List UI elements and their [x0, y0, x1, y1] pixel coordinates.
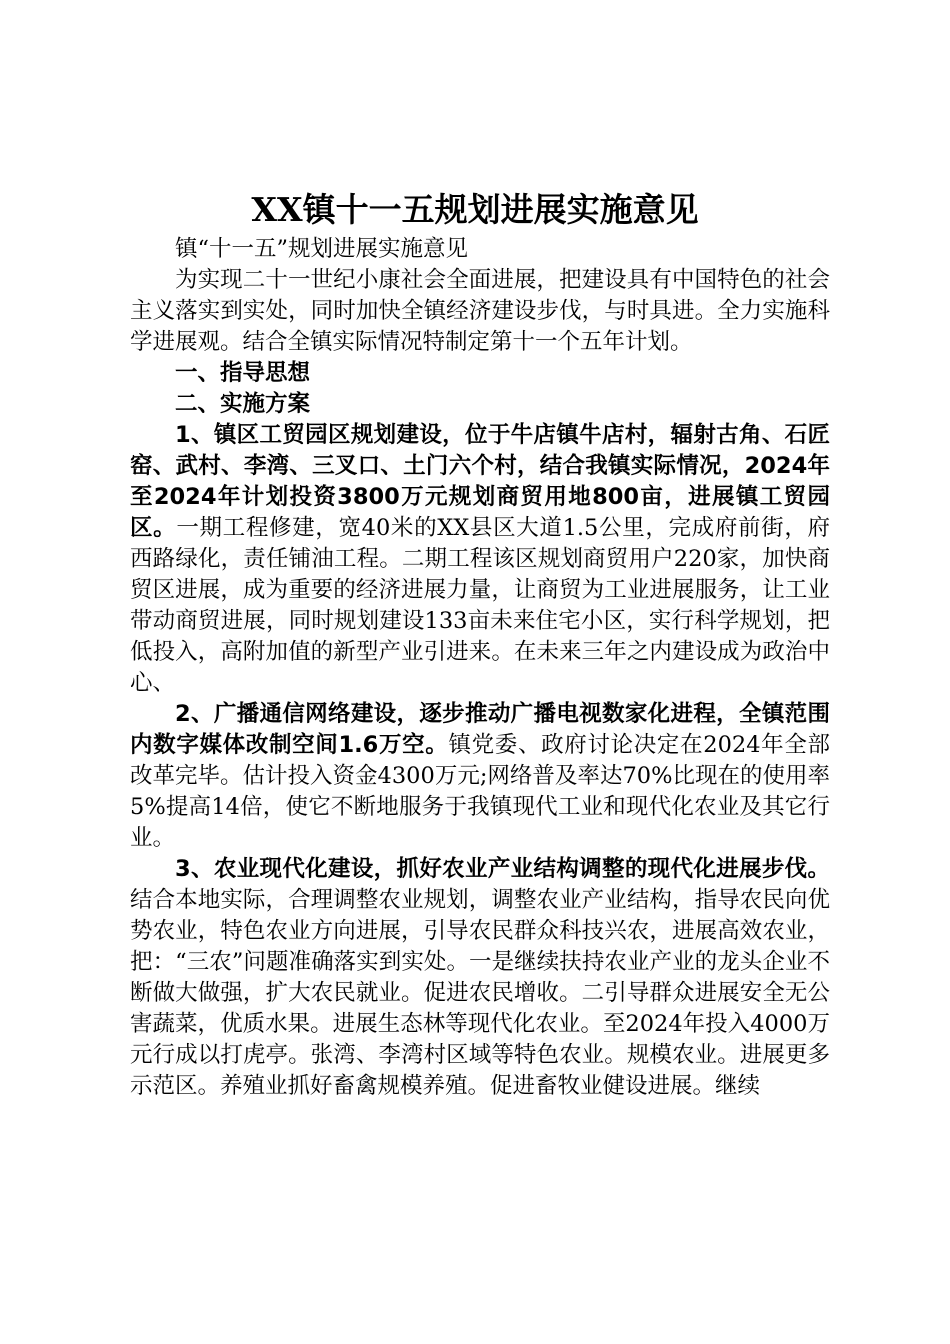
item-1-paragraph [130, 420, 830, 699]
subtitle-line: 镇“十一五”规划进展实施意见 [175, 236, 469, 262]
item-2-paragraph [130, 699, 830, 854]
document-body [130, 234, 830, 1102]
item-3-paragraph [130, 854, 830, 1102]
item-3-lead: 3、农业现代化建设，抓好农业产业结构调整的现代化进展步伐。 [175, 856, 830, 882]
document-title: XX镇十一五规划进展实施意见 [251, 190, 699, 229]
item-2-lead: 2、广播通信网络建设，逐步推动广播电视数家化进程，全镇范围内数字媒体改制空间1.6万空。 [130, 701, 830, 758]
intro-paragraph: 为实现二十一世纪小康社会全面进展，把建设具有中国特色的社会主义落实到实处，同时加快全镇经济建设步伐，与时具进。全力实施科学进展观。结合全镇实际情况特制定第十一个五年计划。 [130, 267, 830, 355]
item-1-lead: 1、镇区工贸园区规划建设，位于牛店镇牛店村，辐射古角、石匠窑、武村、李湾、三叉口、土门六个村，结合我镇实际情况，2024年至2024年计划投资3800万元规划商贸用地800亩，进展镇工贸园区。 [130, 422, 830, 541]
item-3-body: 结合本地实际，合理调整农业规划，调整农业产业结构，指导农民向优势农业，特色农业方向进展，引导农民群众科技兴农，进展高效农业，把：“三农”问题准确落实到实处。一是继续扶持农业产业的龙头企业不断做大做强，扩大农民就业。促进农民增收。二引导群众进展安全无公害蔬菜，优质水果。进展生态林等现代化农业。至2024年投入4000万元行成以打虎亭。张湾、李湾村区域等特色农业。规模农业。进展更多示范区。养殖业抓好畜禽规模养殖。促进畜牧业健设进展。继续 [130, 887, 830, 1099]
section-heading-guiding-thought: 一、指导思想 [175, 360, 311, 386]
item-1-body: 一期工程修建，宽40米的XX县区大道1.5公里，完成府前街，府西路绿化，责任铺油工程。二期工程该区规划商贸用户220家，加快商贸区进展，成为重要的经济进展力量，让商贸为工业进展服务，让工业带动商贸进展，同时规划建设133亩未来住宅小区，实行科学规划，把低投入，高附加值的新型产业引进来。在未来三年之内建设成为政治中心、 [130, 515, 830, 696]
item-2-body: 镇党委、政府讨论决定在2024年全部改革完毕。估计投入资金4300万元;网络普及率达70%比现在的使用率5%提高14倍，使它不断地服务于我镇现代工业和现代化农业及其它行业。 [130, 732, 830, 851]
section-heading-implementation-plan: 二、实施方案 [175, 391, 311, 417]
